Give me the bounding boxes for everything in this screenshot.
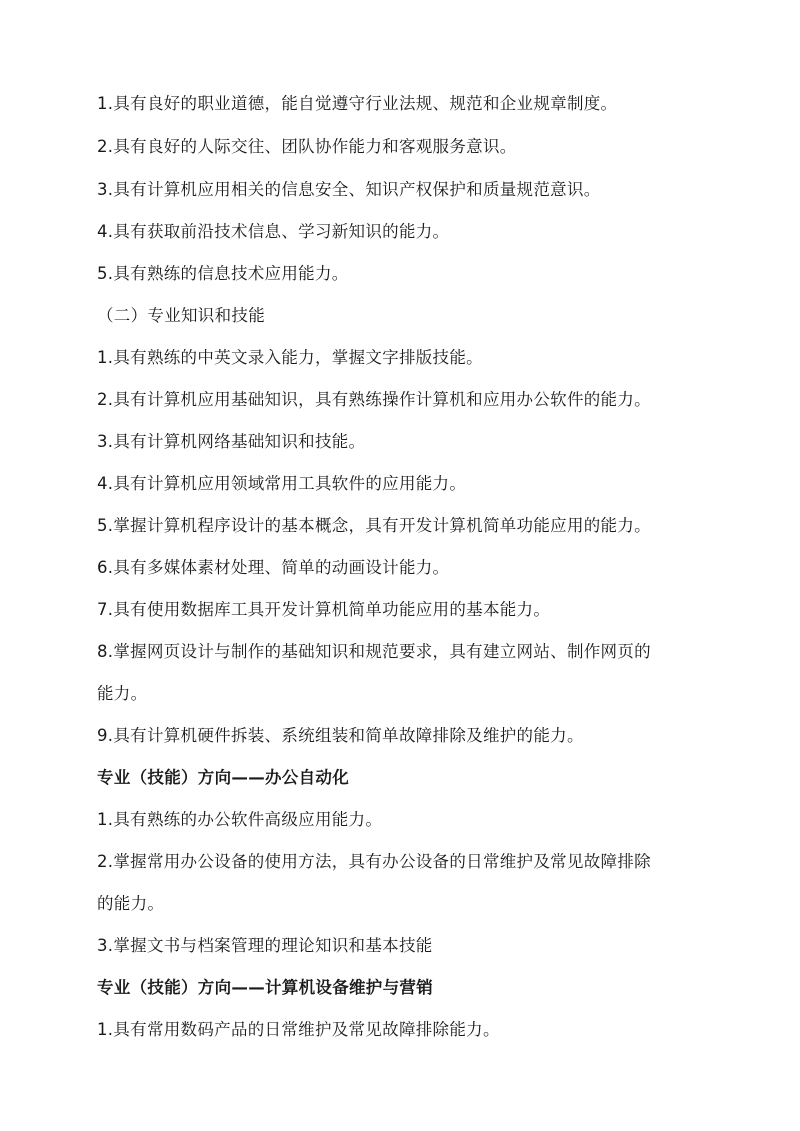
skill-item: 7.具有使用数据库工具开发计算机简单功能应用的基本能力。 xyxy=(97,600,551,619)
requirement-item: 5.具有熟练的信息技术应用能力。 xyxy=(97,264,349,283)
section-heading: （二）专业知识和技能 xyxy=(97,306,265,325)
skill-item: 4.具有计算机应用领域常用工具软件的应用能力。 xyxy=(97,474,467,493)
requirement-item: 2.具有良好的人际交往、团队协作能力和客观服务意识。 xyxy=(97,137,517,156)
skill-item: 9.具有计算机硬件拆装、系统组装和简单故障排除及维护的能力。 xyxy=(97,726,584,745)
skill-item-continuation: 能力。 xyxy=(97,684,148,703)
skill-item: 3.具有计算机网络基础知识和技能。 xyxy=(97,432,366,451)
requirement-item: 1.具有良好的职业道德，能自觉遵守行业法规、规范和企业规章制度。 xyxy=(97,94,618,113)
skill-item: 2.具有计算机应用基础知识，具有熟练操作计算机和应用办公软件的能力。 xyxy=(97,390,651,409)
direction-item: 1.具有常用数码产品的日常维护及常见故障排除能力。 xyxy=(97,1020,500,1039)
skill-item: 8.掌握网页设计与制作的基础知识和规范要求，具有建立网站、制作网页的 xyxy=(97,642,651,661)
skill-item: 1.具有熟练的中英文录入能力，掌握文字排版技能。 xyxy=(97,348,483,367)
direction-item: 1.具有熟练的办公软件高级应用能力。 xyxy=(97,810,383,829)
direction-item-continuation: 的能力。 xyxy=(97,894,165,913)
direction-heading: 专业（技能）方向——办公自动化 xyxy=(97,768,349,787)
skill-item: 5.掌握计算机程序设计的基本概念，具有开发计算机简单功能应用的能力。 xyxy=(97,516,651,535)
direction-item: 2.掌握常用办公设备的使用方法，具有办公设备的日常维护及常见故障排除 xyxy=(97,852,651,871)
skill-item: 6.具有多媒体素材处理、简单的动画设计能力。 xyxy=(97,558,450,577)
requirement-item: 3.具有计算机应用相关的信息安全、知识产权保护和质量规范意识。 xyxy=(97,180,601,199)
direction-item: 3.掌握文书与档案管理的理论知识和基本技能 xyxy=(97,936,433,955)
direction-heading: 专业（技能）方向——计算机设备维护与营销 xyxy=(97,978,433,997)
requirement-item: 4.具有获取前沿技术信息、学习新知识的能力。 xyxy=(97,222,450,241)
